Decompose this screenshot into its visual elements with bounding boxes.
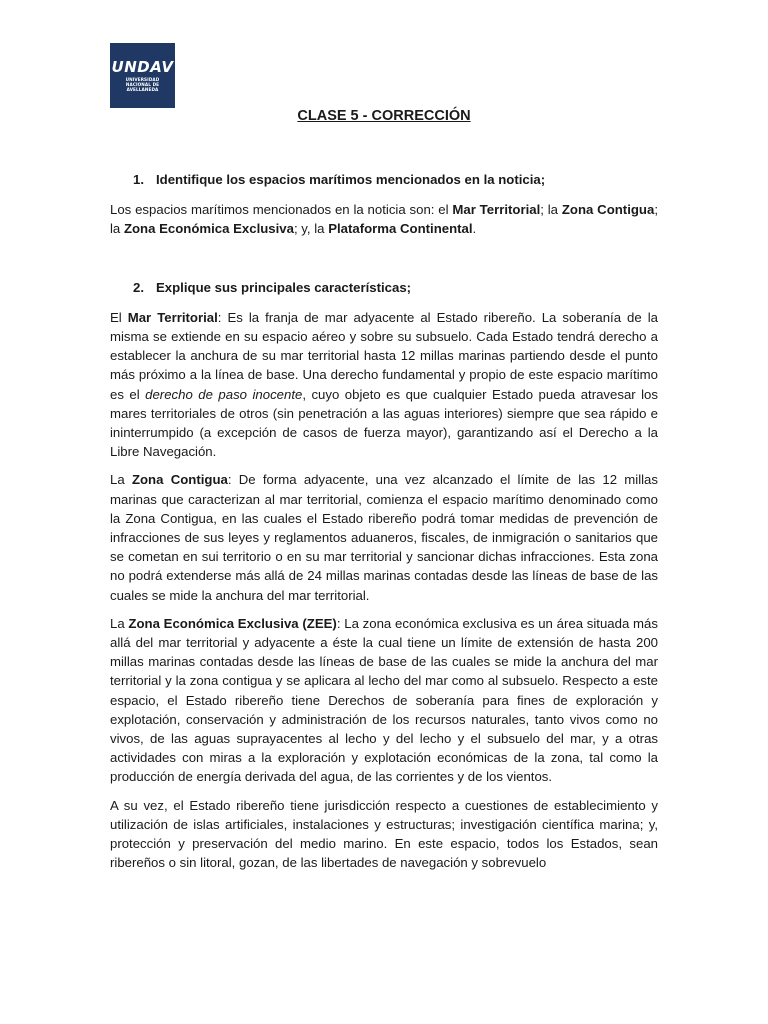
document-body <box>110 170 658 882</box>
jurisdiccion-paragraph: A su vez, el Estado ribereño tiene jurisdicción respecto a cuestiones de establecimiento y utilización de islas artificiales, instalaciones y estructuras; investigación científica marina; y, protección y preservación del medio marino. En este espacio, todos los Estados, sean ribereños o sin litoral, gozan, de las libertades de navegación y sobrevuelo <box>110 797 658 871</box>
bold-term: Zona Contigua <box>131 472 228 488</box>
text-run: ; y, la <box>293 221 329 237</box>
italic-term: derecho de paso inocente <box>145 386 303 402</box>
text-run: La <box>110 615 129 631</box>
text-run: Los espacios marítimos mencionados en la noticia son: el <box>110 202 453 218</box>
logo-line: NACIONAL DE <box>125 81 160 87</box>
question-number: 1. <box>133 172 144 187</box>
logo-mark: UNDAV <box>111 57 174 76</box>
spacer <box>110 248 658 278</box>
text-run: : La zona económica exclusiva es un área situada más allá del mar territorial y adyacente a éste la cual tiene un límite de extensión de hasta 200 millas marinas contadas desde las líneas de base de las cuales se mide la anchura del mar territorial y la zona contigua y se aplicara al lecho del mar como al subsuelo. Respecto a este espacio, el Estado ribereño tiene Derechos de soberanía para fines de exploración y explotación, conservación y administración de los recursos naturales, tanto vivos como no vivos, de las aguas suprayacentes al lecho y del lecho y el subsuelo del mar, y a otras actividades con miras a la exploración y explotación económicas de la zona, tal como la producción de energía derivada del agua, de las corrientes y de los vientos. <box>110 615 658 785</box>
logo-subtitle <box>126 77 160 92</box>
logo-line: UNIVERSIDAD <box>125 76 160 82</box>
mar-territorial-paragraph <box>110 308 658 462</box>
text-run: La <box>110 472 132 488</box>
bold-term: Mar Territorial <box>452 202 541 218</box>
bold-term: Plataforma Continental <box>328 221 473 237</box>
text-run: : Es la franja de mar adyacente al Estado ribereño. La soberanía de la misma se extiende en su espacio aéreo y sobre su subsuelo. Cada Estado tendrá derecho a establecer la anchura de su mar territorial hasta 12 millas marinas partiendo desde el punto más próximo a la línea de base. Una derecho fundamental y propio de este espacio marítimo es el <box>110 309 658 402</box>
question-text: Identifique los espacios marítimos mencionados en la noticia; <box>156 172 546 187</box>
university-logo <box>110 43 175 108</box>
bold-term: Zona Económica Exclusiva <box>123 221 294 237</box>
bold-term: Mar Territorial <box>127 309 218 325</box>
question-1 <box>110 170 658 189</box>
text-run: : De forma adyacente, una vez alcanzado el límite de las 12 millas marinas que caracterizan al mar territorial, comienza el espacio marítimo denominado como la Zona Contigua, en las cuales el Estado ribereño podrá tomar medidas de prevención de infracciones de sus leyes y reglamentos aduaneros, fiscales, de inmigración o sanitarios que se cometan en sui territorio o en su mar territorial y sancionar dichas infracciones. Esta zona no podrá extenderse más allá de 24 millas marinas contadas desde las líneas de base de las cuales se mide la anchura del mar territorial. <box>110 472 658 603</box>
page-title: CLASE 5 - CORRECCIÓN <box>297 108 471 124</box>
bold-term: Zona Contigua <box>561 202 655 218</box>
question-text: Explique sus principales características; <box>156 279 412 295</box>
text-run: ; la <box>110 202 658 237</box>
logo-line: AVELLANEDA <box>126 86 159 92</box>
answer-1-paragraph <box>110 200 658 238</box>
bold-term: Zona Económica Exclusiva (ZEE) <box>128 615 337 631</box>
text-run: . <box>472 221 477 237</box>
question-2 <box>110 278 658 297</box>
text-run: El <box>110 309 128 325</box>
text-run: ; la <box>540 202 562 218</box>
zee-paragraph <box>110 614 658 787</box>
question-number: 2. <box>133 279 144 295</box>
zona-contigua-paragraph <box>110 470 658 604</box>
text-run: , cuyo objeto es que cualquier Estado pueda atravesar los mares territoriales de otros (sin penetración a las aguas interiores) siempre que sea rápido e ininterrumpido (a excepción de casos de fuerza mayor), garantizando así el Derecho a la Libre Navegación. <box>110 386 658 460</box>
